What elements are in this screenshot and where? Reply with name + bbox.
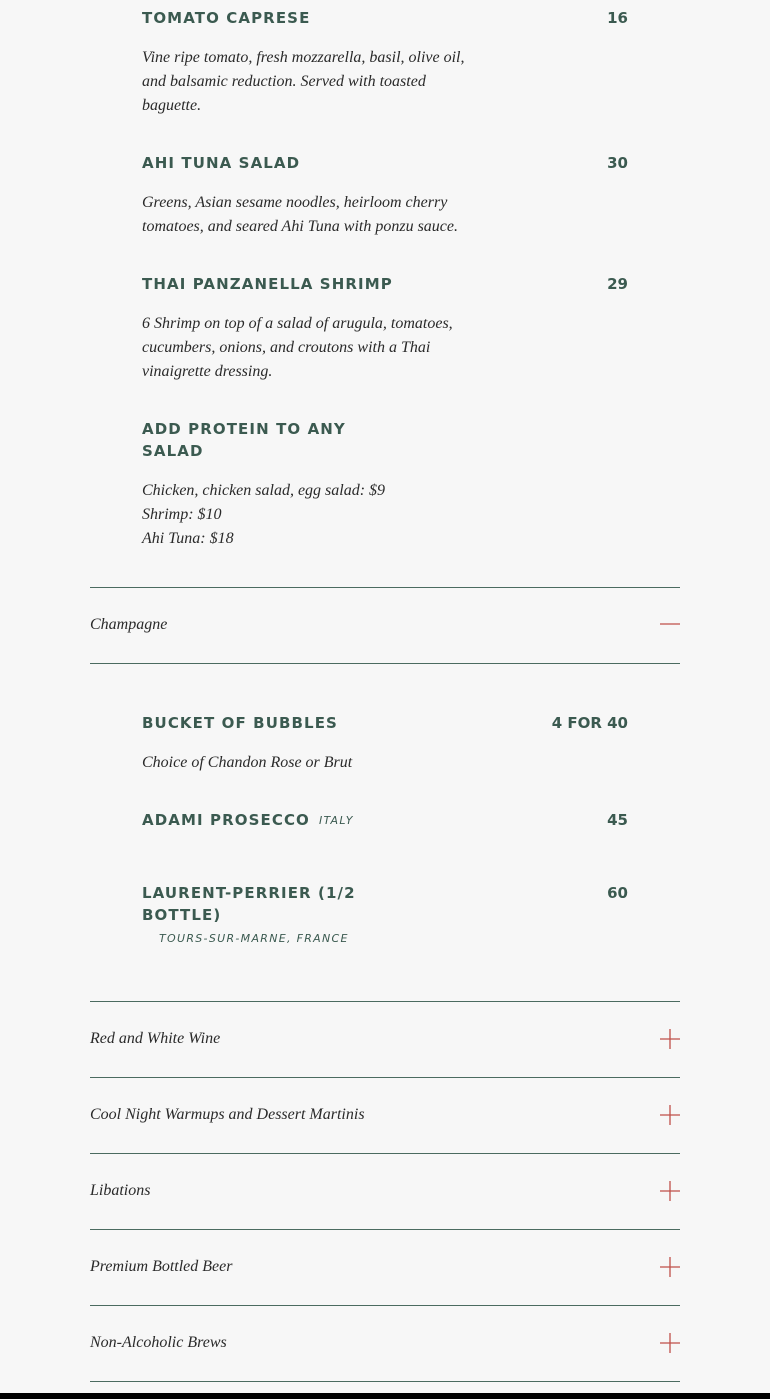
item-name: AHI TUNA SALAD	[142, 154, 301, 172]
section-title: Libations	[90, 1182, 151, 1199]
item-price: 60	[607, 884, 628, 902]
plus-icon[interactable]	[660, 1181, 680, 1201]
plus-icon[interactable]	[660, 1333, 680, 1353]
item-name: LAURENT-PERRIER (1/2 BOTTLE)	[142, 884, 356, 924]
item-description: Greens, Asian sesame noodles, heirloom cherry tomatoes, and seared Ahi Tuna with ponzu sauce.	[142, 194, 458, 235]
item-name: ADD PROTEIN TO ANY SALAD	[142, 420, 346, 460]
item-name: TOMATO CAPRESE	[142, 9, 311, 27]
plus-icon[interactable]	[660, 1105, 680, 1125]
item-description-line: Shrimp: $10	[142, 506, 222, 523]
item-description-line: Ahi Tuna: $18	[142, 530, 234, 547]
section-title: Premium Bottled Beer	[90, 1258, 233, 1275]
item-description: Choice of Chandon Rose or Brut	[142, 754, 353, 771]
section-cool-night-warmups[interactable]	[90, 1078, 680, 1153]
section-title: Red and White Wine	[90, 1030, 221, 1047]
section-title: Cool Night Warmups and Dessert Martinis	[90, 1106, 365, 1123]
section-divider	[90, 1381, 680, 1382]
item-name: ADAMI PROSECCO	[142, 811, 310, 829]
section-libations[interactable]	[90, 1154, 680, 1229]
item-name: BUCKET OF BUBBLES	[142, 714, 338, 732]
item-price: 45	[607, 811, 628, 829]
minus-icon[interactable]	[660, 615, 680, 635]
item-name: THAI PANZANELLA SHRIMP	[142, 275, 393, 293]
item-origin: ITALY	[319, 814, 354, 827]
item-description: 6 Shrimp on top of a salad of arugula, tomatoes, cucumbers, onions, and croutons with a Thai vinaigrette dressing.	[142, 315, 453, 380]
bottom-bar	[0, 1393, 770, 1399]
item-description-line: Chicken, chicken salad, egg salad: $9	[142, 482, 386, 499]
item-description	[142, 479, 482, 551]
section-champagne[interactable]	[90, 588, 680, 663]
section-title: Champagne	[90, 616, 168, 633]
item-price: 4 FOR 40	[551, 714, 628, 732]
section-premium-bottled-beer[interactable]	[90, 1230, 680, 1305]
section-title: Non-Alcoholic Brews	[90, 1334, 227, 1351]
section-non-alcoholic-brews[interactable]	[90, 1306, 680, 1381]
plus-icon[interactable]	[660, 1257, 680, 1277]
item-description: Vine ripe tomato, fresh mozzarella, basil, olive oil, and balsamic reduction. Served with toasted baguette.	[142, 49, 465, 114]
item-price: 16	[607, 9, 628, 27]
section-divider	[90, 663, 680, 664]
item-price: 30	[607, 154, 628, 172]
item-origin: TOURS-SUR-MARNE, FRANCE	[159, 932, 349, 945]
section-red-and-white-wine[interactable]	[90, 1002, 680, 1077]
item-price: 29	[607, 275, 628, 293]
plus-icon[interactable]	[660, 1029, 680, 1049]
